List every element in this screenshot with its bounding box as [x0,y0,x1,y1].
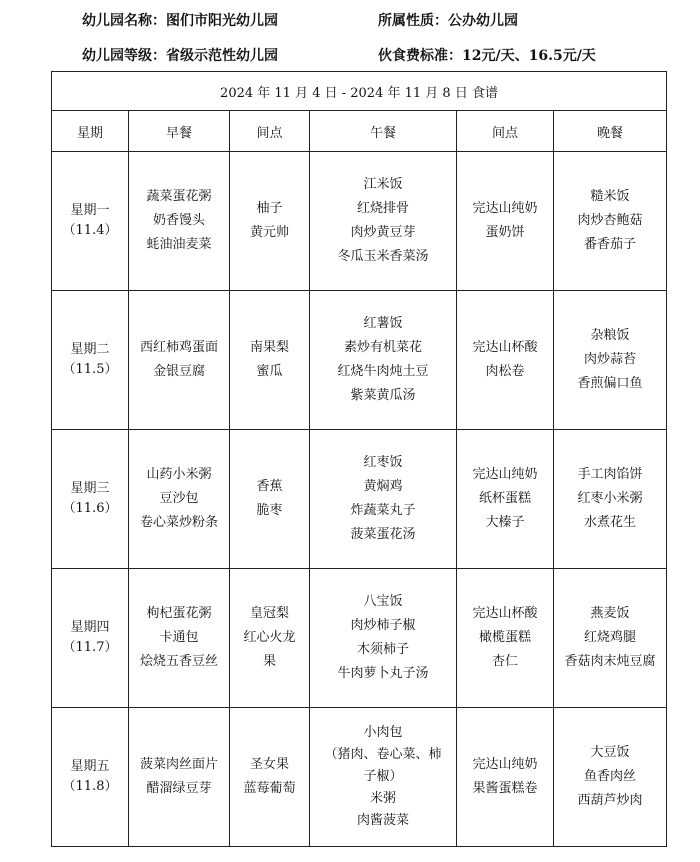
menu-item: 肉炒杏鲍菇 [577,213,643,228]
kindergarten-grade: 幼儿园等级：省级示范性幼儿园 [82,48,278,64]
menu-item: 红心火龙 [243,630,296,645]
menu-item: 鱼香肉丝 [584,769,637,784]
menu-item: 红枣小米粥 [577,491,643,506]
menu-item: 圣女果 [249,757,289,772]
menu-item: 香煎偏口鱼 [577,376,643,391]
menu-item: 红薯饭 [363,316,403,331]
menu-item: 糙米饭 [590,189,630,204]
menu-item: 纸杯蛋糕 [478,491,531,506]
menu-item: 红枣饭 [363,455,403,470]
weekday-label: 星期四 [70,620,110,635]
weekday-label: 星期五 [70,759,110,774]
menu-item: 菠菜肉丝面片 [139,757,218,772]
afternoon-snack-cell [457,152,554,291]
weekday-label: 星期三 [70,481,110,496]
lunch-cell [310,708,457,847]
kindergarten-name: 幼儿园名称：图们市阳光幼儿园 [82,13,278,29]
info-row-1 [0,9,700,33]
date-label: （11.6） [62,501,118,516]
column-header-lunch: 午餐 [310,111,457,152]
menu-item: 蚝油油麦菜 [146,237,212,252]
menu-item: 八宝饭 [363,594,403,609]
menu-item: 蜜瓜 [256,364,283,379]
menu-item: 紫菜黄瓜汤 [350,388,416,403]
menu-item: 橄榄蛋糕 [478,630,531,645]
day-row [52,152,667,291]
menu-item: 米粥 [369,791,396,806]
dinner-cell [554,708,667,847]
menu-item: 牛肉萝卜丸子汤 [337,666,429,681]
menu-item: 卡通包 [159,630,199,645]
menu-item: 完达山纯奶 [472,201,538,216]
menu-item: 柚子 [256,201,283,216]
dinner-cell [554,569,667,708]
menu-item: 番香茄子 [584,237,637,252]
menu-item: 江米饭 [363,177,403,192]
menu-item: 皇冠梨 [249,606,289,621]
menu-item: 香蕉 [256,479,283,494]
breakfast-cell [129,708,230,847]
menu-item: 素炒有机菜花 [343,340,422,355]
day-row [52,569,667,708]
dinner-cell [554,291,667,430]
morning-snack-cell [230,152,310,291]
menu-item: 完达山杯酸 [472,606,538,621]
breakfast-cell [129,430,230,569]
morning-snack-cell [230,569,310,708]
menu-item: 杂粮饭 [590,328,630,343]
day-cell [52,291,129,430]
ownership-type: 所属性质：公办幼儿园 [378,13,518,29]
column-header-breakfast: 早餐 [129,111,230,152]
menu-item: 蓝莓葡萄 [243,781,296,796]
afternoon-snack-cell [457,708,554,847]
breakfast-cell [129,152,230,291]
menu-item: 果酱蛋糕卷 [472,781,538,796]
afternoon-snack-cell [457,291,554,430]
menu-item: 炸蔬菜丸子 [350,503,416,518]
menu-item: 小肉包 [363,725,403,740]
menu-item: 脆枣 [256,503,283,518]
menu-item: 肉炒柿子椒 [350,618,416,633]
day-row [52,708,667,847]
menu-item: 奶香馒头 [152,213,205,228]
menu-item: 水煮花生 [584,515,637,530]
menu-item: 黄元帅 [249,225,289,240]
menu-item: 木须柿子 [356,642,409,657]
menu-item: 大豆饭 [590,745,630,760]
date-label: （11.5） [62,362,118,377]
menu-item: 大榛子 [485,515,525,530]
menu-item: 肉炒黄豆芽 [350,225,416,240]
weekday-label: 星期一 [70,203,110,218]
breakfast-cell [129,569,230,708]
menu-item: 杏仁 [491,654,518,669]
column-header-snack: 间点 [230,111,310,152]
menu-title: 2024 年 11 月 4 日 - 2024 年 11 月 8 日 食谱 [52,72,667,111]
menu-item: 肉酱菠菜 [356,813,409,828]
menu-item: 红烧排骨 [356,201,409,216]
afternoon-snack-cell [457,430,554,569]
menu-item: 燕麦饭 [590,606,630,621]
info-row-2 [0,44,700,68]
menu-item: 烩烧五香豆丝 [139,654,218,669]
menu-item: 西红柿鸡蛋面 [139,340,218,355]
dinner-cell [554,152,667,291]
date-label: （11.4） [62,223,118,238]
menu-item: 南果梨 [249,340,289,355]
day-cell [52,152,129,291]
column-header-day: 星期 [52,111,129,152]
menu-item: 金银豆腐 [152,364,205,379]
menu-item: 果 [262,654,276,669]
breakfast-cell [129,291,230,430]
menu-item: 醋溜绿豆芽 [146,781,212,796]
menu-item: 红烧牛肉炖土豆 [337,364,429,379]
day-cell [52,708,129,847]
weekday-label: 星期二 [70,342,110,357]
menu-item: 豆沙包 [159,491,199,506]
menu-item: 卷心菜炒粉条 [139,515,218,530]
menu-item: 手工肉馅饼 [577,467,643,482]
fee-standard: 伙食费标准：12元/天、16.5元/天 [378,48,596,64]
menu-item: 西葫芦炒肉 [577,793,643,808]
morning-snack-cell [230,430,310,569]
menu-item: 肉炒蒜苔 [584,352,637,367]
day-cell [52,430,129,569]
menu-item: 完达山纯奶 [472,757,538,772]
lunch-cell [310,430,457,569]
day-row [52,291,667,430]
menu-item: 子椒） [363,769,403,784]
menu-item: 蛋奶饼 [485,225,525,240]
column-header-row [52,111,667,152]
weekly-menu-table [51,71,667,847]
menu-item: （猪肉、卷心菜、柿 [324,747,442,762]
menu-item: 菠菜蛋花汤 [350,527,416,542]
date-label: （11.7） [62,640,118,655]
lunch-cell [310,291,457,430]
date-label: （11.8） [62,779,118,794]
lunch-cell [310,569,457,708]
menu-item: 冬瓜玉米香菜汤 [337,249,429,264]
lunch-cell [310,152,457,291]
menu-item: 山药小米粥 [146,467,212,482]
menu-item: 黄焖鸡 [363,479,403,494]
menu-item: 完达山杯酸 [472,340,538,355]
day-row [52,430,667,569]
menu-item: 香菇肉末炖豆腐 [564,654,656,669]
column-header-snack: 间点 [457,111,554,152]
column-header-dinner: 晚餐 [554,111,667,152]
dinner-cell [554,430,667,569]
menu-item: 枸杞蛋花粥 [146,606,212,621]
menu-item: 蔬菜蛋花粥 [146,189,212,204]
menu-item: 红烧鸡腿 [584,630,637,645]
menu-body [52,152,667,847]
menu-item: 肉松卷 [485,364,525,379]
afternoon-snack-cell [457,569,554,708]
morning-snack-cell [230,708,310,847]
day-cell [52,569,129,708]
morning-snack-cell [230,291,310,430]
menu-item: 完达山纯奶 [472,467,538,482]
